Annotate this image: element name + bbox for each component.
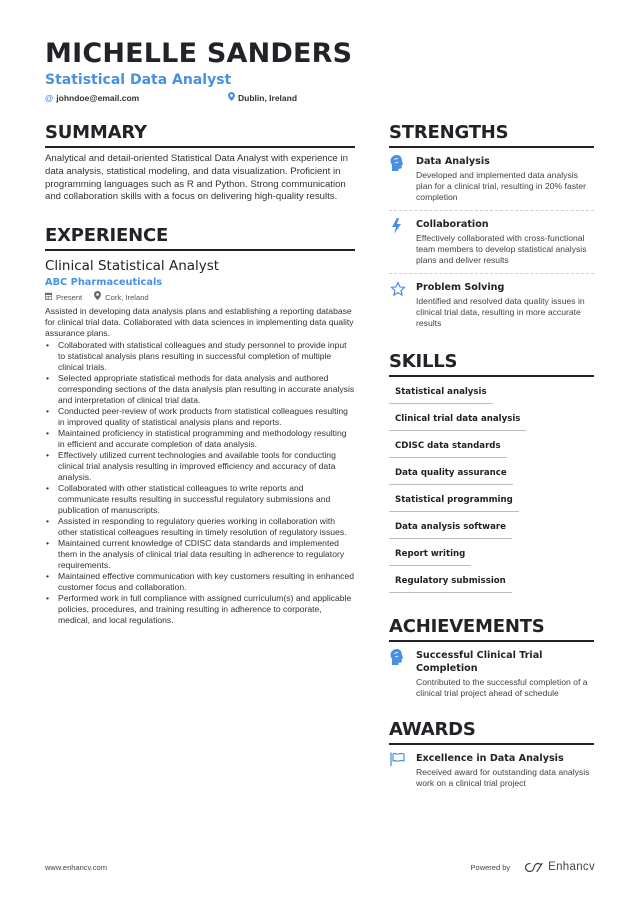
award-item	[389, 745, 594, 796]
right-column	[389, 121, 594, 796]
skills-section	[389, 350, 594, 597]
job-bullet: • Conducted peer-review of work products from statistical colleagues resulting in improved quality of statistical analysis plans and reports.	[45, 406, 355, 428]
strength-item	[389, 274, 594, 336]
summary-section	[45, 121, 355, 204]
awards-heading: AWARDS	[389, 718, 594, 745]
candidate-name: MICHELLE SANDERS	[45, 38, 353, 69]
summary-text: Analytical and detail-oriented Statistical Data Analyst with experience in data analysis, statistical modeling, and data visualization. Proficient in programming languages such as R and Python. Strong communication and collaboration skills with a focus on delivering high-quality results.	[45, 153, 348, 203]
skill-tag: Data quality assurance	[389, 462, 513, 485]
experience-heading: EXPERIENCE	[45, 224, 355, 251]
award-description: Received award for outstanding data analysis work on a clinical trial project	[416, 767, 590, 788]
skill-tag: Statistical analysis	[389, 381, 493, 404]
skills-list	[389, 381, 594, 597]
job-title: Clinical Statistical Analyst	[45, 258, 220, 275]
strength-title: Data Analysis	[416, 156, 490, 167]
skill-tag: Statistical programming	[389, 489, 519, 512]
contact-location	[228, 92, 297, 104]
job-location	[94, 291, 148, 303]
job-bullet: • Collaborated with statistical colleagues and study personnel to provide input to statistical analysis plans resulting in successful completion of multiple clinical trials.	[45, 340, 355, 373]
resume-header	[45, 38, 605, 104]
footer-website-link[interactable]: www.enhancv.com	[45, 862, 107, 872]
strengths-heading: STRENGTHS	[389, 121, 594, 148]
awards-section	[389, 718, 594, 796]
enhancv-logo-icon	[524, 862, 544, 873]
lightning-bolt-icon	[389, 218, 416, 266]
experience-entry	[45, 257, 355, 626]
brand-name: Enhancv	[548, 861, 595, 873]
job-bullet: • Maintained proficiency in statistical programming and methodology resulting in efficient and accurate completion of data analysis.	[45, 428, 355, 450]
brain-head-icon	[389, 155, 416, 203]
award-title: Excellence in Data Analysis	[416, 753, 564, 764]
skill-tag: Regulatory submission	[389, 570, 512, 593]
achievement-title: Successful Clinical Trial Completion	[416, 650, 543, 674]
map-pin-icon	[94, 291, 101, 303]
enhancv-logo[interactable]	[524, 861, 595, 873]
page-footer	[45, 861, 595, 873]
job-date	[45, 291, 82, 303]
job-date-text: Present	[56, 292, 83, 302]
strength-description: Developed and implemented data analysis plan for a clinical trial, resulting in 20% faster completion	[416, 170, 587, 202]
candidate-title: Statistical Data Analyst	[45, 72, 232, 88]
summary-heading: SUMMARY	[45, 121, 355, 148]
strength-item	[389, 148, 594, 211]
job-bullet: • Performed work in full compliance with assigned curriculum(s) and applicable policies, procedures, and training resulting in adherence to corporate, medical, and local regulations.	[45, 593, 355, 626]
job-location-text: Cork, Ireland	[105, 292, 149, 302]
strength-description: Identified and resolved data quality issues in clinical trial data, resulting in more accurate results	[416, 296, 585, 328]
achievement-item	[389, 642, 594, 706]
skill-tag: Data analysis software	[389, 516, 512, 539]
strength-item	[389, 211, 594, 274]
flag-icon	[389, 752, 416, 789]
strength-title: Problem Solving	[416, 282, 505, 293]
job-bullet: • Collaborated with other statistical colleagues to write reports and communicate results resulting in successful regulatory submissions and publication of manuscripts.	[45, 483, 355, 516]
skill-tag: Clinical trial data analysis	[389, 408, 526, 431]
achievements-section	[389, 615, 594, 706]
job-meta	[45, 291, 355, 303]
strength-description: Effectively collaborated with cross-functional team members to develop statistical analysis plans and deliver results	[416, 233, 587, 265]
job-bullet: • Selected appropriate statistical methods for data analysis and authored corresponding sections of the data analysis plan resulting in accurate analysis and interpretation of clinical trial data.	[45, 373, 355, 406]
company-name: ABC Pharmaceuticals	[45, 277, 163, 289]
skills-heading: SKILLS	[389, 350, 594, 377]
achievement-description: Contributed to the successful completion of a clinical trial project ahead of schedule	[416, 677, 588, 698]
location-text: Dublin, Ireland	[238, 93, 298, 103]
calendar-icon	[45, 292, 52, 303]
left-column	[45, 121, 355, 626]
at-icon: @	[45, 93, 54, 103]
contact-info	[45, 92, 605, 104]
job-bullets	[45, 340, 355, 626]
contact-email[interactable]	[45, 92, 139, 104]
job-bullet: • Effectively utilized current technologies and available tools for conducting clinical trial analysis resulting in improved efficiency and accuracy of data analysis.	[45, 450, 355, 483]
skill-tag: Report writing	[389, 543, 471, 566]
job-description: Assisted in developing data analysis plans and establishing a reporting database for clinical trial data. Collaborated with data sciences in implementing data quality assurance plans.	[45, 306, 354, 339]
strength-title: Collaboration	[416, 219, 489, 230]
job-bullet: • Assisted in responding to regulatory queries working in collaboration with other statistical colleagues resulting in timely resolution of regulatory issues.	[45, 516, 355, 538]
brain-head-icon	[389, 649, 416, 699]
email-text: johndoe@email.com	[56, 93, 140, 103]
achievements-heading: ACHIEVEMENTS	[389, 615, 594, 642]
job-bullet: • Maintained current knowledge of CDISC data standards and implemented them in the analysis of clinical trial data resulting in adherence to regulatory requirements.	[45, 538, 355, 571]
strengths-section	[389, 121, 594, 336]
experience-section	[45, 224, 355, 626]
powered-by	[471, 861, 595, 873]
powered-by-label: Powered by	[470, 862, 511, 872]
map-pin-icon	[228, 92, 235, 104]
job-bullet: • Maintained effective communication with key customers resulting in enhanced customer focus and collaboration.	[45, 571, 355, 593]
strengths-list	[389, 148, 594, 336]
star-outline-icon	[389, 281, 416, 329]
skill-tag: CDISC data standards	[389, 435, 507, 458]
